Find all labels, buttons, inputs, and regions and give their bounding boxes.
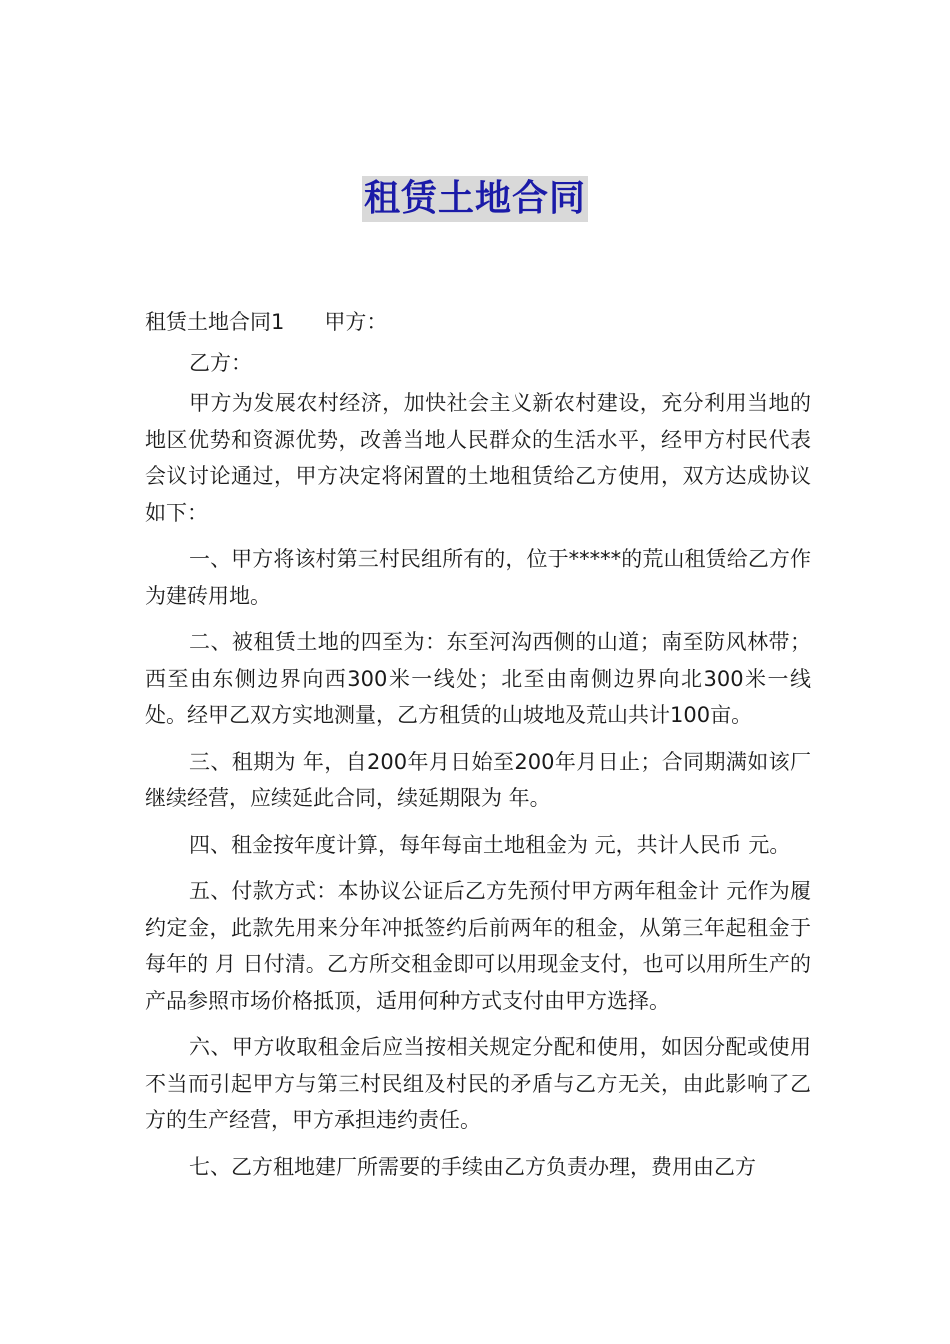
paragraph-intro: 甲方为发展农村经济，加快社会主义新农村建设，充分利用当地的地区优势和资源优势，改善当地人民群众的生活水平，经甲方村民代表会议讨论通过，甲方决定将闲置的土地租赁给乙方使用，双方达成协议如下： — [145, 391, 811, 525]
paragraph-clause-6: 六、甲方收取租金后应当按相关规定分配和使用，如因分配或使用不当而引起甲方与第三村民组及村民的矛盾与乙方无关，由此影响了乙方的生产经营，甲方承担违约责任。 — [145, 1035, 811, 1132]
party-b-label: 乙方： — [189, 350, 252, 375]
paragraph-clause-5: 五、付款方式：本协议公证后乙方先预付甲方两年租金计 元作为履约定金，此款先用来分年冲抵签约后前两年的租金，从第三年起租金于每年的 月 日付清。乙方所交租金即可以用现金支付，也可以用所生产的产品参照市场价格抵顶，适用何种方式支付由甲方选择。 — [145, 879, 811, 1013]
document-body — [145, 304, 811, 1195]
title-container — [0, 176, 950, 222]
heading-line — [145, 304, 811, 341]
contract-heading: 租赁土地合同1 — [145, 310, 285, 334]
paragraph-clause-2: 二、被租赁土地的四至为：东至河沟西侧的山道；南至防风林带；西至由东侧边界向西300米一线处；北至由南侧边界向北300米一线处。经甲乙双方实地测量，乙方租赁的山坡地及荒山共计100亩。 — [145, 630, 811, 727]
document-title: 租赁土地合同 — [362, 176, 588, 222]
party-a-label: 甲方： — [324, 310, 388, 334]
paragraph-clause-7: 七、乙方租地建厂所需要的手续由乙方负责办理，费用由乙方 — [189, 1154, 756, 1179]
paragraph-clause-3: 三、租期为 年，自200年月日始至200年月日止；合同期满如该厂继续经营，应续延此合同，续延期限为 年。 — [145, 749, 811, 810]
paragraph-clause-4: 四、租金按年度计算，每年每亩土地租金为 元，共计人民币 元。 — [189, 832, 791, 857]
paragraph-clause-1: 一、甲方将该村第三村民组所有的，位于*****的荒山租赁给乙方作为建砖用地。 — [145, 547, 811, 608]
